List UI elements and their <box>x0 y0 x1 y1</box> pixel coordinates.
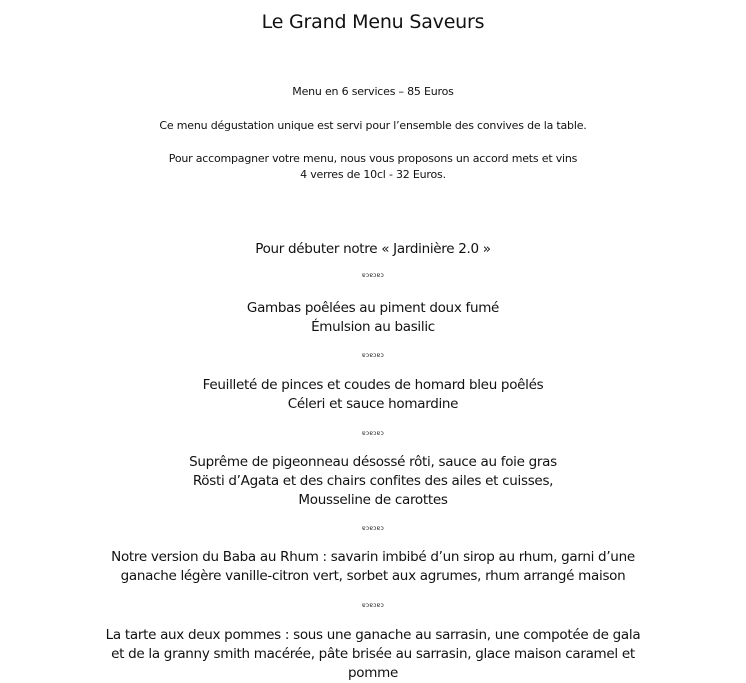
course-line: et de la granny smith macérée, pâte brisée au sarrasin, glace maison caramel et <box>111 646 635 662</box>
course-3 <box>0 376 746 414</box>
menu-title: Le Grand Menu Saveurs <box>261 11 485 33</box>
menu-price-line: Menu en 6 services – 85 Euros <box>292 85 454 98</box>
course-line: La tarte aux deux pommes : sous une ganache au sarrasin, une compotée de gala <box>105 627 641 643</box>
course-4 <box>0 453 746 510</box>
menu-description: Ce menu dégustation unique est servi pour l’ensemble des convives de la table. <box>159 119 587 132</box>
course-line: Céleri et sauce homardine <box>287 396 459 412</box>
course-2 <box>0 299 746 337</box>
course-separator: ɐɔɐɔɐɔ <box>362 430 384 437</box>
course-line: pomme <box>348 665 398 681</box>
wine-pairing-line: Pour accompagner votre menu, nous vous proposons un accord mets et vins <box>168 152 578 165</box>
wine-pairing-price: 4 verres de 10cl - 32 Euros. <box>300 168 446 181</box>
course-line: Feuilleté de pinces et coudes de homard bleu poêlés <box>202 377 544 393</box>
course-5 <box>0 548 746 586</box>
course-line: Notre version du Baba au Rhum : savarin imbibé d’un sirop au rhum, garni d’une <box>111 549 635 565</box>
course-6 <box>0 626 746 683</box>
course-separator: ɐɔɐɔɐɔ <box>362 525 384 532</box>
course-separator: ɐɔɐɔɐɔ <box>362 352 384 359</box>
course-line: Émulsion au basilic <box>311 319 435 335</box>
course-line: Rösti d’Agata et des chairs confites des ailes et cuisses, <box>192 473 554 489</box>
course-separator: ɐɔɐɔɐɔ <box>362 272 384 279</box>
course-line: Pour débuter notre « Jardinière 2.0 » <box>255 241 491 257</box>
course-line: Gambas poêlées au piment doux fumé <box>246 300 500 316</box>
course-separator: ɐɔɐɔɐɔ <box>362 602 384 609</box>
course-line: Suprême de pigeonneau désossé rôti, sauce au foie gras <box>189 454 557 470</box>
wine-pairing-text <box>0 151 746 183</box>
course-1 <box>0 240 746 259</box>
course-line: ganache légère vanille-citron vert, sorbet aux agrumes, rhum arrangé maison <box>120 568 626 584</box>
course-line: Mousseline de carottes <box>298 492 448 508</box>
